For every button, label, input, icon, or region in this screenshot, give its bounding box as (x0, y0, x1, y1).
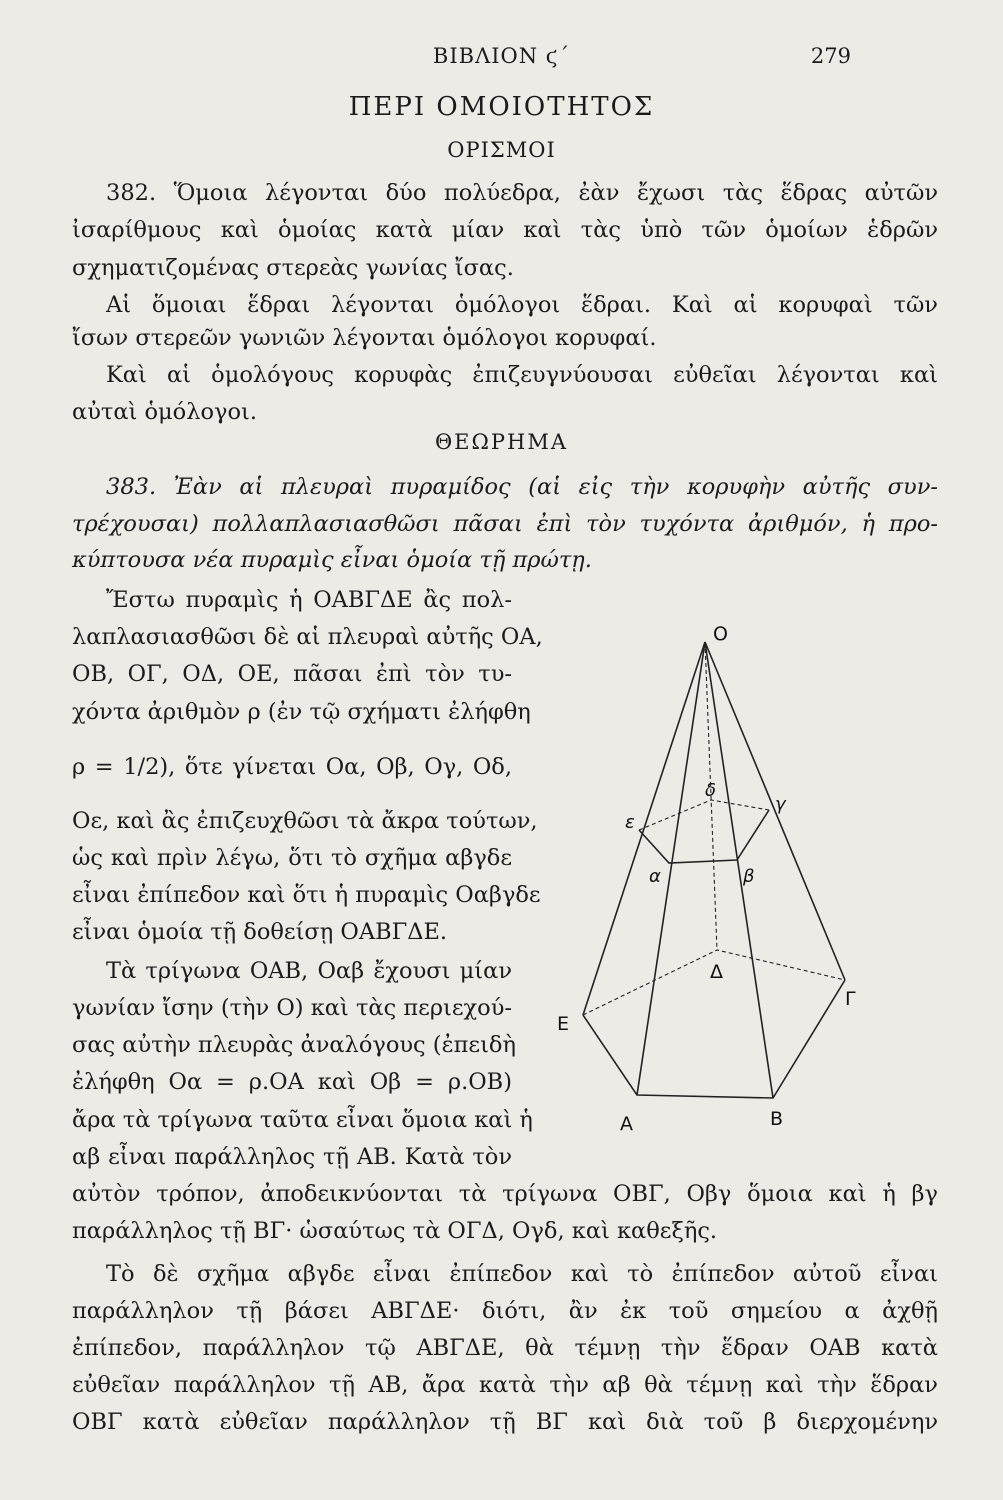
page-number: 279 (810, 44, 851, 68)
text-line: εἶναι ὁμοία τῇ δοθείσῃ ΟΑΒΓΔΕ. (72, 919, 448, 945)
text-line: χόντα ἀριθμὸν ρ (ἐν τῷ σχήματι ἐλήφθη (72, 699, 531, 725)
text-line: αβ εἶναι παράλληλος τῇ ΑΒ. Κατὰ τὸν (72, 1144, 512, 1170)
text-line: αὐταὶ ὁμόλογοι. (72, 399, 257, 425)
pyramid-figure (545, 620, 875, 1140)
text-line: ἴσων στερεῶν γωνιῶν λέγονται ὁμόλογοι κορυφαί. (72, 325, 657, 351)
text-line: ἰσαρίθμους καὶ ὁμοίας κατὰ μίαν καὶ τὰς ὑπὸ τῶν ὁμοίων ἑδρῶν (72, 217, 938, 243)
label-alpha: α (649, 866, 661, 887)
label-O: Ο (713, 623, 728, 645)
text-line: ἄρα τὰ τρίγωνα ταῦτα εἶναι ὅμοια καὶ ἡ (72, 1107, 533, 1133)
text-line: ἐπίπεδον, παράλληλον τῷ ΑΒΓΔΕ, θὰ τέμνῃ τὴν ἕδραν ΟΑΒ κατὰ (72, 1335, 938, 1361)
text-line: εἶναι ἐπίπεδον καὶ ὅτι ἡ πυραμὶς Οαβγδε (72, 882, 541, 908)
text-line: παράλληλος τῇ ΒΓ· ὡσαύτως τὰ ΟΓΔ, Ογδ, καὶ καθεξῆς. (72, 1218, 718, 1244)
section-subtitle: ΟΡΙΣΜΟΙ (447, 138, 556, 162)
theorem-line: κύπτουσα νέα πυραμὶς εἶναι ὁμοία τῇ πρώτῃ. (72, 547, 592, 573)
theorem-line: 383. Ἐὰν αἱ πλευραὶ πυραμίδος (αἱ εἰς τὴν κορυφὴν αὐτῆς συν- (106, 474, 938, 500)
label-G: Γ (845, 988, 856, 1010)
text-line: ρ = 1/2), ὅτε γίνεται Οα, Οβ, Ογ, Οδ, (72, 754, 512, 780)
text-line: σχηματιζομένας στερεὰς γωνίας ἴσας. (72, 255, 514, 281)
running-header (0, 40, 1003, 76)
label-delta: δ (705, 780, 717, 801)
text-line: ΟΒΓ κατὰ εὐθεῖαν παράλληλον τῇ ΒΓ καὶ διὰ τοῦ β διερχομένην (72, 1409, 938, 1435)
theorem-line: τρέχουσαι) πολλαπλασιασθῶσι πᾶσαι ἐπὶ τὸν τυχόντα ἀριθμόν, ἡ προ- (72, 511, 938, 537)
label-E: Ε (557, 1013, 570, 1035)
text-line: παράλληλον τῇ βάσει ΑΒΓΔΕ· διότι, ἂν ἐκ τοῦ σημείου α ἀχθῇ (72, 1298, 938, 1324)
text-line: ἐλήφθη Οα = ρ.ΟΑ καὶ Οβ = ρ.ΟΒ) (72, 1069, 512, 1095)
text-line: ὡς καὶ πρὶν λέγω, ὅτι τὸ σχῆμα αβγδε (72, 845, 512, 871)
text-line: σας αὐτὴν πλευρὰς ἀναλόγους (ἐπειδὴ (72, 1032, 516, 1058)
text-line: γωνίαν ἴσην (τὴν Ο) καὶ τὰς περιεχού- (72, 995, 512, 1021)
text-line: 382. Ὅμοια λέγονται δύο πολύεδρα, ἐὰν ἔχωσι τὰς ἕδρας αὐτῶν (106, 180, 938, 206)
text-line: εὐθεῖαν παράλληλον τῇ ΑΒ, ἄρα κατὰ τὴν αβ θὰ τέμνῃ καὶ τὴν ἕδραν (72, 1372, 938, 1398)
text-line: Ἔστω πυραμὶς ἡ ΟΑΒΓΔΕ ἂς πολ- (106, 587, 512, 613)
text-line: Καὶ αἱ ὁμολόγους κορυφὰς ἐπιζευγνύουσαι εὐθεῖαι λέγονται καὶ (106, 362, 938, 388)
text-line: λαπλασιασθῶσι δὲ αἱ πλευραὶ αὐτῆς ΟΑ, (72, 624, 543, 650)
text-line: αὐτὸν τρόπον, ἀποδεικνύονται τὰ τρίγωνα ΟΒΓ, Οβγ ὅμοια καὶ ἡ βγ (72, 1181, 938, 1207)
text-line: Αἱ ὅμοιαι ἕδραι λέγονται ὁμόλογοι ἕδραι. Καὶ αἱ κορυφαὶ τῶν (106, 292, 938, 318)
label-D: Δ (710, 961, 723, 983)
label-A: Α (620, 1113, 633, 1135)
label-epsilon: ε (625, 812, 635, 833)
chapter-title: ΠΕΡΙ ΟΜΟΙΟΤΗΤΟΣ (348, 92, 655, 122)
label-beta: β (743, 866, 755, 887)
text-line: ΟΒ, ΟΓ, ΟΔ, ΟΕ, πᾶσαι ἐπὶ τὸν τυ- (72, 661, 512, 687)
text-line: Τὸ δὲ σχῆμα αβγδε εἶναι ἐπίπεδον καὶ τὸ ἐπίπεδον αὐτοῦ εἶναι (106, 1261, 938, 1287)
label-gamma: γ (775, 794, 786, 815)
theorem-heading: ΘΕΩΡΗΜΑ (434, 430, 569, 454)
label-B: Β (770, 1108, 784, 1130)
running-title: ΒΙΒΛΙΟΝ ϛ΄ (432, 44, 571, 68)
text-line: Οε, καὶ ἂς ἐπιζευχθῶσι τὰ ἄκρα τούτων, (72, 808, 538, 834)
text-line: Τὰ τρίγωνα ΟΑΒ, Οαβ ἔχουσι μίαν (106, 958, 512, 984)
